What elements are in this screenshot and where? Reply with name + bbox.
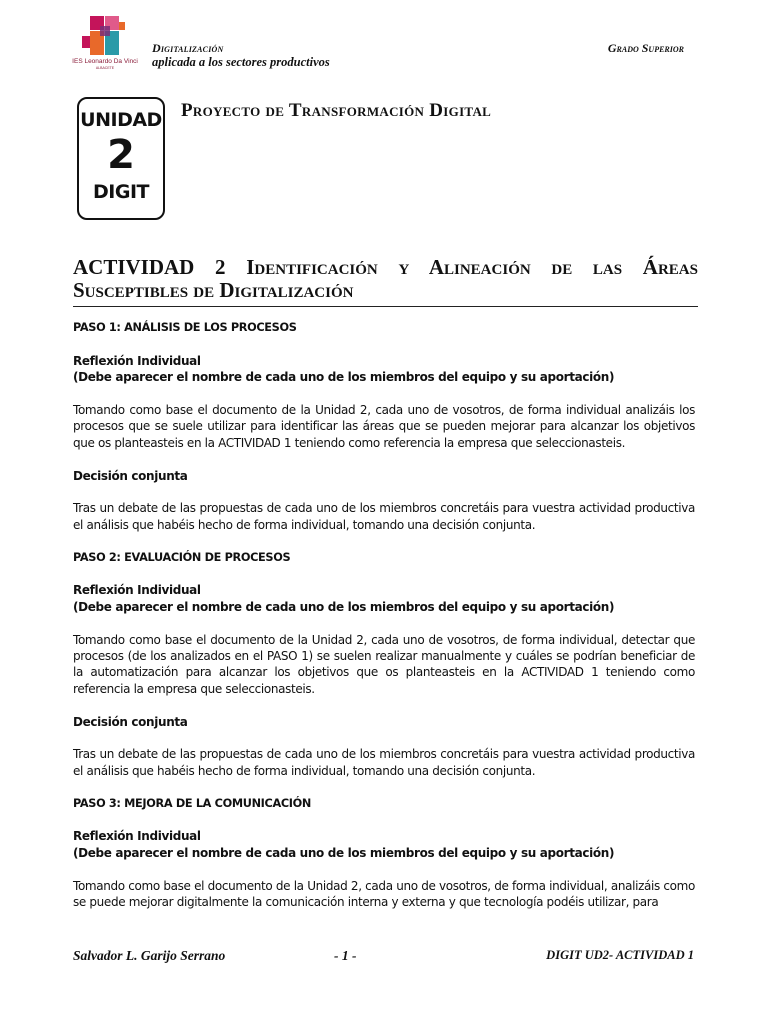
decision-label: Decisión conjunta xyxy=(73,468,188,483)
reflexion-label: Reflexión Individual xyxy=(73,829,201,844)
unit-badge xyxy=(77,97,165,220)
unit-label: UNIDAD xyxy=(80,109,162,131)
step-heading: PASO 2: EVALUACIÓN DE PROCESOS xyxy=(73,550,291,564)
subject-title: Digitalización xyxy=(152,41,224,55)
project-title: Proyecto de Transformación Digital xyxy=(181,100,492,121)
logo-subcaption: ALBACETE xyxy=(95,66,115,70)
activity-title-line2: Susceptibles de Digitalización xyxy=(73,278,354,302)
footer-author: Salvador L. Garijo Serrano xyxy=(73,948,226,963)
reflexion-text: Tomando como base el documento de la Unidad 2, cada uno de vosotros, de forma individual, detectar que procesos (de los analizados en el PASO 1) se suelen realizar manualmente y cuáles se podrían beneficiar de la automatización para alcanzar los objetivos que os planteasteis en la ACTIVIDAD 1 teniendo como referencia la empresa que seleccionasteis. xyxy=(73,632,695,696)
page-number: - 1 - xyxy=(334,948,357,963)
logo-caption: IES Leonardo Da Vinci xyxy=(72,58,138,65)
unit-code: DIGIT xyxy=(93,181,149,203)
reflexion-text: Tomando como base el documento de la Unidad 2, cada uno de vosotros, de forma individual, analizáis como se puede mejorar digitalmente la comunicación interna y externa y que tecnología podéis utilizar, para xyxy=(73,878,695,910)
course-level: Grado Superior xyxy=(607,41,684,55)
decision-label: Decisión conjunta xyxy=(73,714,188,729)
subject-subtitle: aplicada a los sectores productivos xyxy=(152,55,330,69)
title-divider xyxy=(73,306,698,307)
decision-text: Tras un debate de las propuestas de cada uno de los miembros concretáis para vuestra actividad productiva el análisis que habéis hecho de forma individual, tomando una decisión conjunta. xyxy=(73,501,695,532)
reflexion-label: Reflexión Individual xyxy=(73,583,201,598)
school-logo xyxy=(72,14,138,72)
decision-text: Tras un debate de las propuestas de cada uno de los miembros concretáis para vuestra actividad productiva el análisis que habéis hecho de forma individual, tomando una decisión conjunta. xyxy=(73,747,695,778)
reflexion-text: Tomando como base el documento de la Unidad 2, cada uno de vosotros, de forma individual analizáis los procesos que se suele utilizar para identificar las áreas que se pueden mejorar para alcanzar los objetivos que os planteasteis en la ACTIVIDAD 1 teniendo como referencia la empresa que seleccionasteis. xyxy=(73,403,695,450)
logo-graphic xyxy=(72,14,138,60)
footer-document-id: DIGIT UD2- ACTIVIDAD 1 xyxy=(546,948,694,962)
step-heading: PASO 1: ANÁLISIS DE LOS PROCESOS xyxy=(73,321,297,334)
reflexion-label: Reflexión Individual xyxy=(73,353,201,368)
activity-title xyxy=(73,256,698,302)
document-body xyxy=(73,320,695,927)
unit-number: 2 xyxy=(107,132,135,178)
activity-title-line1: ACTIVIDAD 2 Identificación y Alineación de las Áreas xyxy=(73,255,698,279)
step-heading: PASO 3: MEJORA DE LA COMUNICACIÓN xyxy=(73,796,312,810)
reflexion-note: (Debe aparecer el nombre de cada uno de los miembros del equipo y su aportación) xyxy=(73,370,615,385)
reflexion-note: (Debe aparecer el nombre de cada uno de los miembros del equipo y su aportación) xyxy=(73,599,615,614)
reflexion-note: (Debe aparecer el nombre de cada uno de los miembros del equipo y su aportación) xyxy=(73,845,615,860)
